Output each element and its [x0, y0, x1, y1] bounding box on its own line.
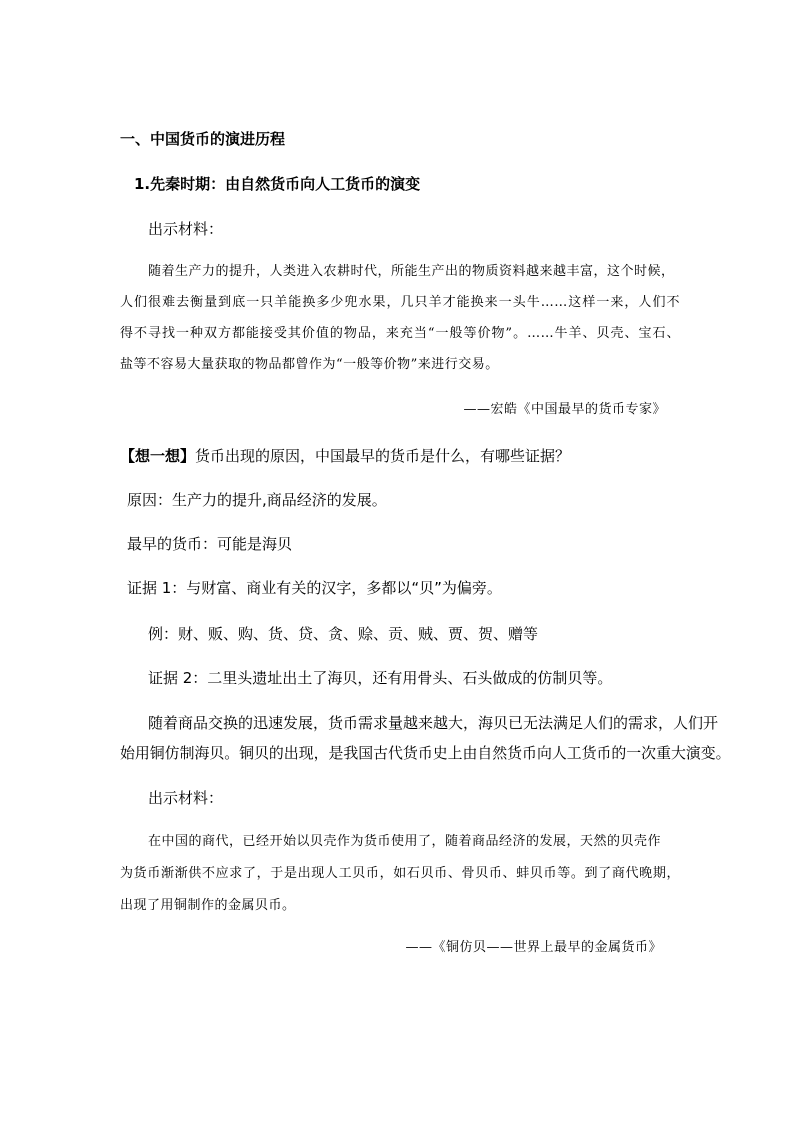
material-line: 出现了用铜制作的金属贝币。: [120, 898, 296, 913]
paragraph-line: 随着商品交换的迅速发展，货币需求量越来越大，海贝已无法满足人们的需求，人们开: [148, 714, 719, 732]
think-tag: 【想一想】: [120, 447, 196, 465]
think-prompt: [120, 446, 570, 466]
subsection-heading: 1.先秦时期：由自然货币向人工货币的演变: [134, 175, 421, 193]
evidence-1: 证据 1：与财富、商业有关的汉字，多都以“贝”为偏旁。: [127, 579, 502, 597]
example-characters: 例：财、贩、购、货、贷、贪、赊、贡、贼、贾、贺、赠等: [148, 625, 539, 643]
section-heading: 一、中国货币的演进历程: [120, 130, 286, 148]
material-line: 为货币渐渐供不应求了，于是出现人工贝币，如石贝币、骨贝币、蚌贝币等。到了商代晚期，: [120, 866, 680, 881]
material-source: ——宏皓《中国最早的货币专家》: [463, 402, 666, 417]
paragraph-line: 始用铜仿制海贝。铜贝的出现，是我国古代货币史上由自然货币向人工货币的一次重大演变。: [120, 744, 731, 762]
think-question: 货币出现的原因，中国最早的货币是什么，有哪些证据？: [195, 447, 571, 465]
material-label: 出示材料：: [148, 220, 224, 238]
material-line: 人们很难去衡量到底一只羊能换多少兜水果，几只羊才能换来一头牛……这样一来，人们不: [120, 295, 680, 310]
evidence-2: 证据 2：二里头遗址出土了海贝，还有用骨头、石头做成的仿制贝等。: [148, 669, 613, 687]
material-line: 盐等不容易大量获取的物品都曾作为“一般等价物”来进行交易。: [120, 357, 499, 372]
answer-reason: 原因：生产力的提升,商品经济的发展。: [127, 491, 387, 509]
answer-earliest-currency: 最早的货币：可能是海贝: [127, 535, 293, 553]
material-line: 随着生产力的提升，人类进入农耕时代，所能生产出的物质资料越来越丰富，这个时候，: [148, 264, 675, 279]
material-label: 出示材料：: [148, 789, 224, 807]
material-source: ——《铜仿贝——世界上最早的金属货币》: [405, 940, 662, 955]
material-line: 得不寻找一种双方都能接受其价值的物品，来充当“一般等价物”。……牛羊、贝壳、宝石、: [120, 326, 680, 341]
material-line: 在中国的商代，已经开始以贝壳作为货币使用了，随着商品经济的发展，天然的贝壳作: [148, 834, 662, 849]
